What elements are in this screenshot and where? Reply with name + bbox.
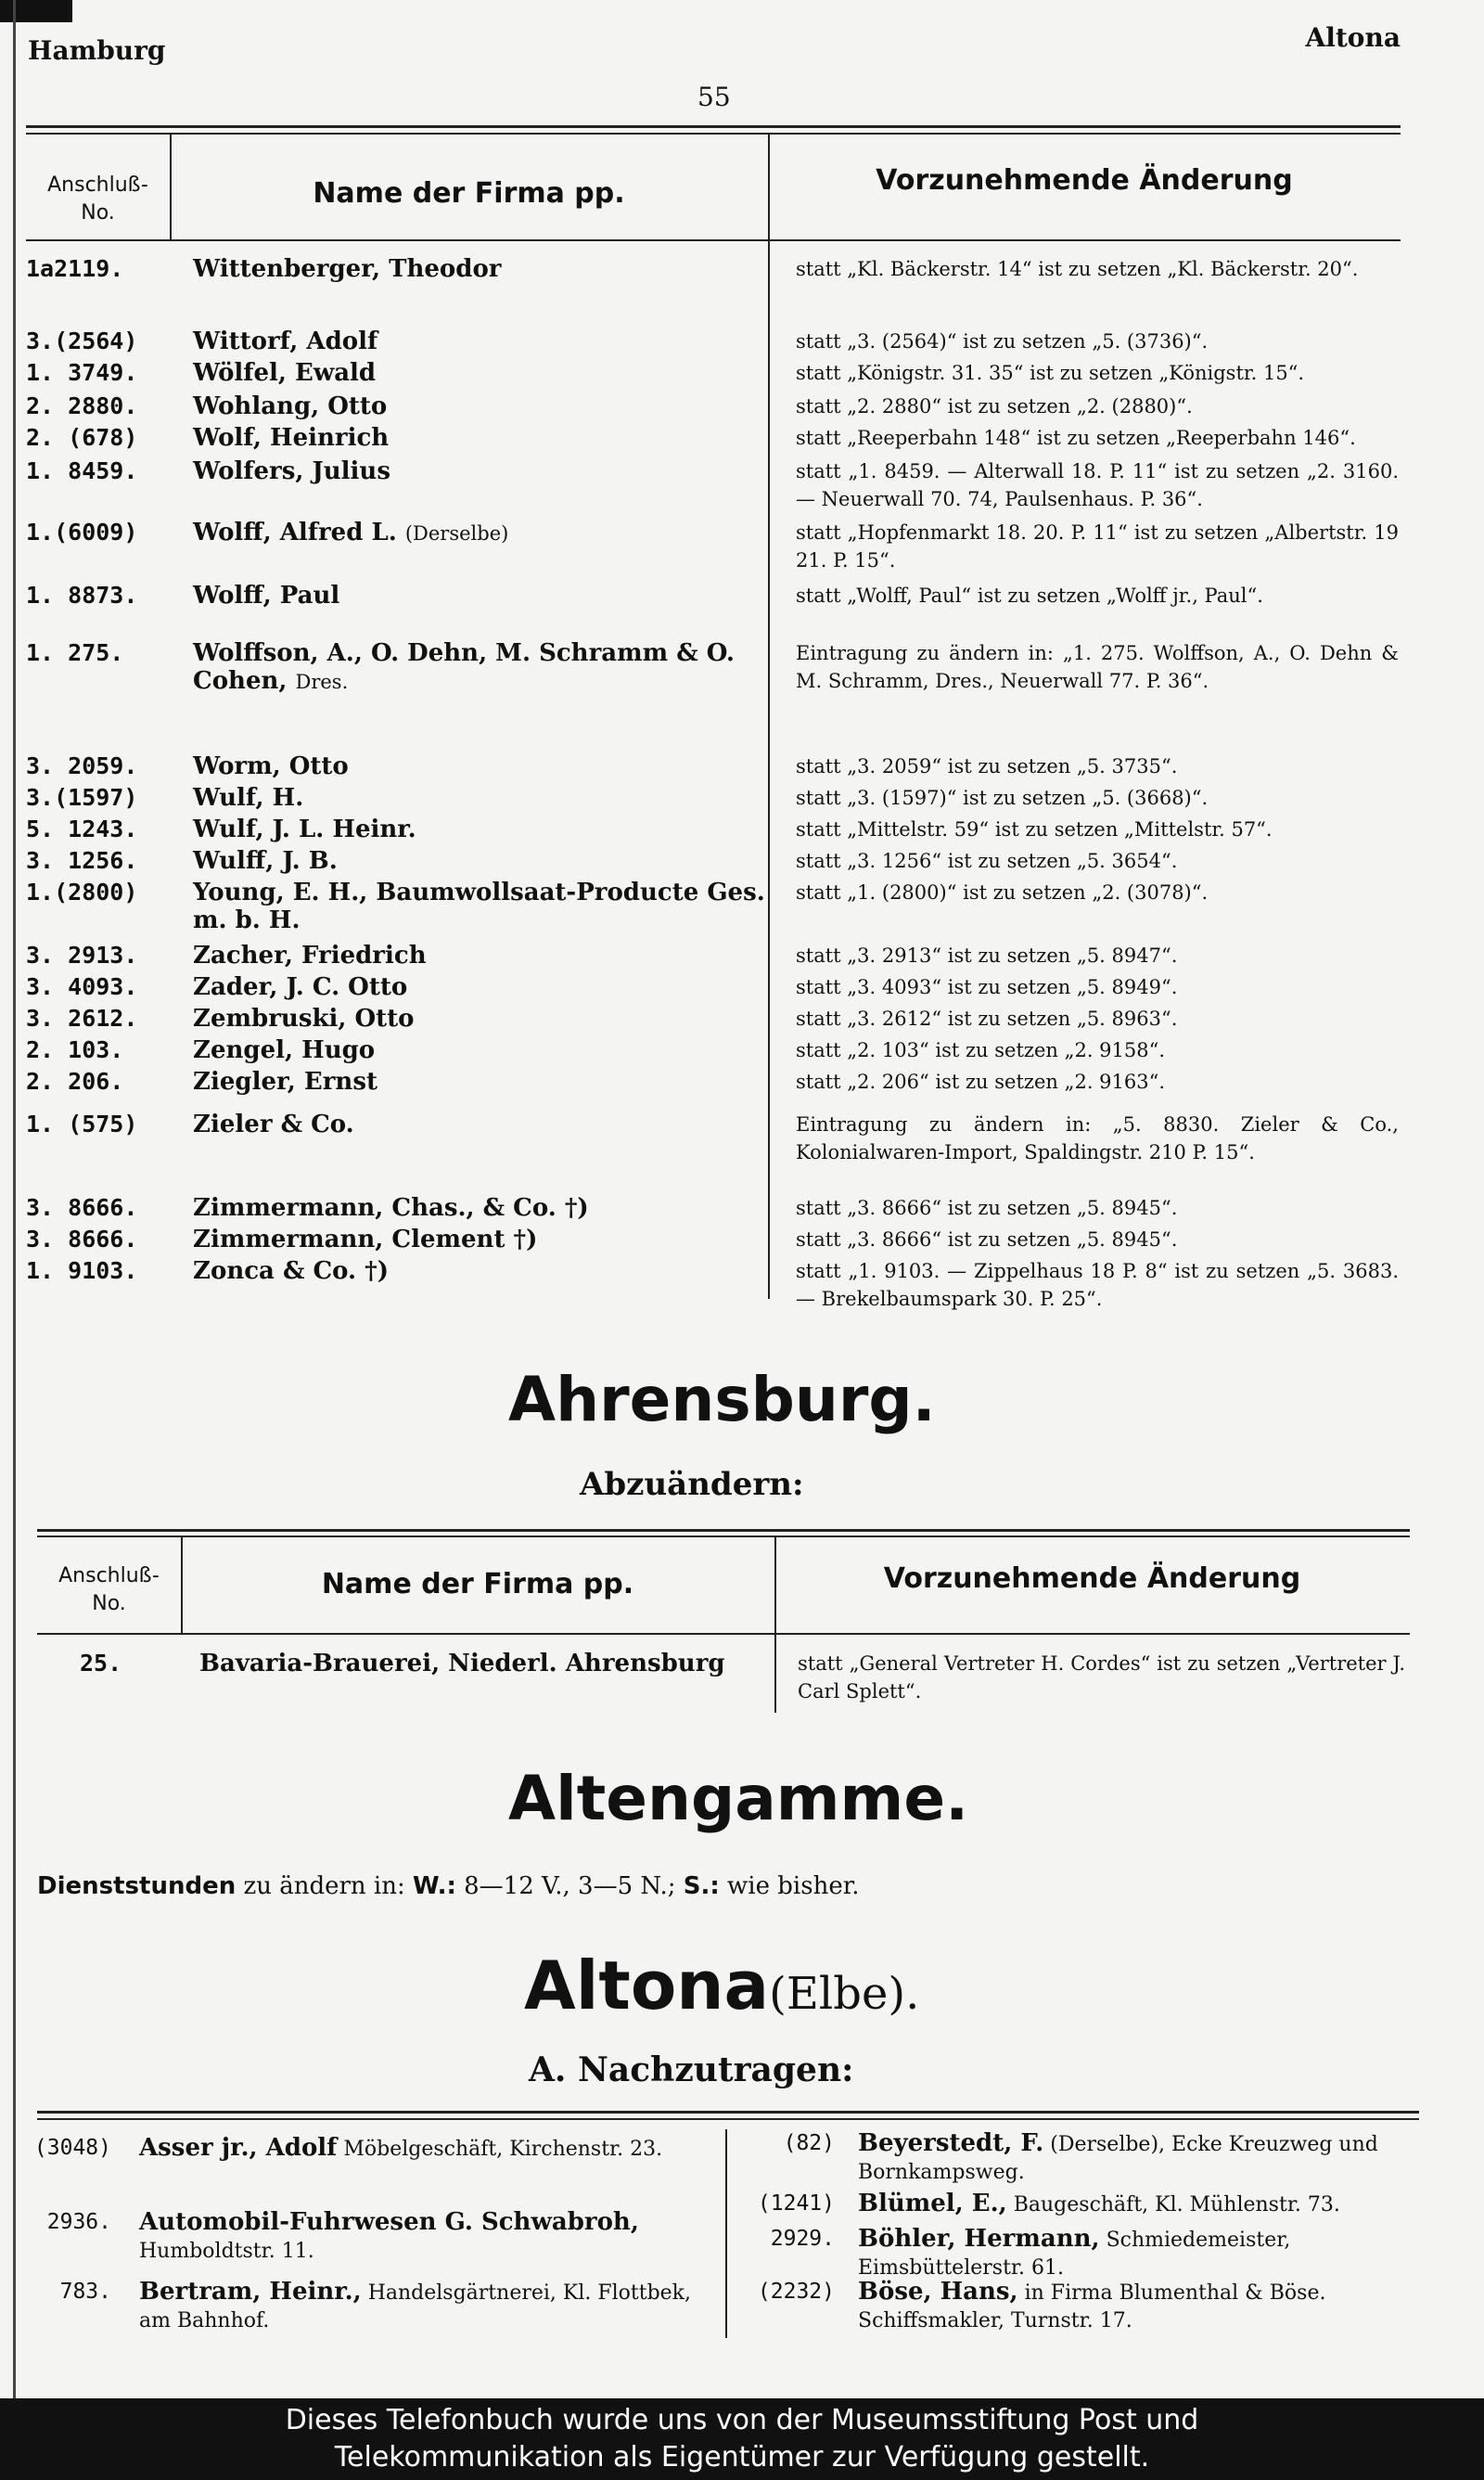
altona-title: Altona(Elbe). xyxy=(524,1947,920,2024)
row-change: statt „2. 206“ ist zu setzen „2. 9163“. xyxy=(796,1071,1166,1093)
row-change: statt „3. 8666“ ist zu setzen „5. 8945“. xyxy=(796,1228,1178,1251)
entry-number: (82) xyxy=(783,2131,835,2155)
firm-name: Zonca & Co. †) xyxy=(193,1257,390,1285)
header-city-left: Hamburg xyxy=(28,35,166,66)
row-number: 2. 206. xyxy=(26,1068,124,1095)
row-number: 5. 1243. xyxy=(26,816,138,842)
row-change: statt „Hopfenmarkt 18. 20. P. 11“ ist zu setzen „Albertstr. 19 21. P. 15“. xyxy=(796,521,1399,572)
entry-number: 2936. xyxy=(46,2210,111,2234)
row-change: statt „1. 9103. — Zippelhaus 18 P. 8“ ist zu setzen „5. 3683. — Brekelbaumspark 30. P. 25“. xyxy=(796,1260,1399,1310)
row-number: 1.(2800) xyxy=(26,879,138,906)
ahrensburg-table xyxy=(37,1529,1410,1710)
entry-detail: Schmiedemeister, Eimsbüttelerstr. 61. xyxy=(858,2229,1291,2280)
entry-detail: Handelsgärtnerei, Kl. Flottbek, am Bahnhof. xyxy=(139,2281,692,2332)
row-number: 1. 8459. xyxy=(26,457,138,484)
row-number: 1. 9103. xyxy=(26,1257,138,1284)
header-city-right: Altona xyxy=(1305,22,1401,53)
firm-name: Worm, Otto xyxy=(193,752,349,780)
row-firm xyxy=(193,1111,787,1138)
firm-name: Zimmermann, Chas., & Co. †) xyxy=(193,1194,589,1222)
ahrensburg-title: Ahrensburg. xyxy=(508,1364,936,1435)
row-change: statt „3. 2913“ ist zu setzen „5. 8947“. xyxy=(796,944,1178,967)
row-number: 3.(1597) xyxy=(26,784,138,811)
row-change: statt „2. 2880“ ist zu setzen „2. (2880)“. xyxy=(796,395,1193,418)
entry-text xyxy=(139,2278,705,2335)
row-change: statt „Kl. Bäckerstr. 14“ ist zu setzen „Kl. Bäckerstr. 20“. xyxy=(796,258,1359,280)
row-firm xyxy=(193,639,787,696)
entry-number: (1241) xyxy=(757,2191,835,2216)
entry-name: Automobil-Fuhrwesen G. Schwabroh, xyxy=(139,2208,639,2236)
row-firm xyxy=(193,1226,787,1253)
row-firm xyxy=(193,973,787,1001)
row-change: statt „3. 2059“ ist zu setzen „5. 3735“. xyxy=(796,755,1178,777)
row-number: 3. 2913. xyxy=(26,942,138,969)
row-firm xyxy=(193,424,787,452)
row-firm xyxy=(193,1068,787,1096)
firm-name: Wulf, H. xyxy=(193,784,304,812)
row-firm xyxy=(193,1257,787,1285)
footer-notice: Dieses Telefonbuch wurde uns von der Museumsstiftung Post und Telekommunikation als Eigentümer zur Verfügung gestellt. xyxy=(0,2398,1484,2480)
ahrensburg-header-change: Vorzunehmende Änderung xyxy=(883,1562,1301,1595)
firm-name: Wittenberger, Theodor xyxy=(193,255,502,283)
firm-name: Wittorf, Adolf xyxy=(193,328,378,355)
altengamme-dienststunden: Dienststunden zu ändern in: W.: 8—12 V., 3—5 N.; S.: wie bisher. xyxy=(37,1872,860,1900)
row-change: statt „3. (1597)“ ist zu setzen „5. (3668)“. xyxy=(796,787,1209,809)
firm-name: Zacher, Friedrich xyxy=(193,942,427,970)
row-number: 25. xyxy=(80,1650,122,1677)
firm-name: Wolfers, Julius xyxy=(193,457,390,485)
row-number: 2. (678) xyxy=(26,424,138,451)
entry-detail: in Firma Blumenthal & Böse. Schiffsmakler, Turnstr. 17. xyxy=(858,2281,1326,2332)
row-change: statt „3. 1256“ ist zu setzen „5. 3654“. xyxy=(796,850,1178,872)
row-firm xyxy=(193,816,787,843)
row-firm xyxy=(193,255,787,283)
row-number: 3. 2059. xyxy=(26,752,138,779)
row-change: statt „1. 8459. — Alterwall 18. P. 11“ ist zu setzen „2. 3160. — Neuerwall 70. 74, Paulsenhaus. P. 36“. xyxy=(796,460,1399,510)
row-firm xyxy=(193,942,787,970)
row-change: statt „3. 4093“ ist zu setzen „5. 8949“. xyxy=(796,976,1178,998)
firm-name: Wolffson, A., O. Dehn, M. Schramm & O. Cohen, xyxy=(193,639,735,695)
row-number: 1. 275. xyxy=(26,639,124,666)
row-firm xyxy=(193,519,787,547)
firm-name: Zimmermann, Clement †) xyxy=(193,1226,538,1253)
row-change: Eintragung zu ändern in: „1. 275. Wolffson, A., O. Dehn & M. Schramm, Dres., Neuerwall 77. P. 36“. xyxy=(796,642,1399,692)
row-change: statt „Mittelstr. 59“ ist zu setzen „Mittelstr. 57“. xyxy=(796,818,1273,841)
row-change: statt „3. 2612“ ist zu setzen „5. 8963“. xyxy=(796,1008,1178,1030)
entry-detail: Baugeschäft, Kl. Mühlenstr. 73. xyxy=(1013,2193,1340,2217)
row-number: 1.(6009) xyxy=(26,519,138,546)
page-edge xyxy=(13,0,16,2398)
row-change: statt „Wolff, Paul“ ist zu setzen „Wolff jr., Paul“. xyxy=(796,585,1263,607)
row-firm xyxy=(193,1036,787,1064)
firm-note: (Derselbe) xyxy=(404,522,509,545)
firm-name: Wohlang, Otto xyxy=(193,392,388,420)
entry-number: 2929. xyxy=(770,2227,835,2251)
entry-detail: (Derselbe), Ecke Kreuzweg und Bornkampsweg. xyxy=(858,2133,1378,2184)
entry-name: Beyerstedt, F. xyxy=(858,2129,1044,2157)
entry-name: Asser jr., Adolf xyxy=(139,2134,338,2162)
entry-name: Blümel, E., xyxy=(858,2190,1007,2217)
row-number: 3. 2612. xyxy=(26,1005,138,1032)
entry-number: (3048) xyxy=(33,2136,111,2160)
row-number: 3.(2564) xyxy=(26,328,138,354)
row-number: 1. 8873. xyxy=(26,582,138,609)
row-number: 1. (575) xyxy=(26,1111,138,1137)
entry-detail: Humboldtstr. 11. xyxy=(139,2240,314,2263)
entry-name: Böse, Hans, xyxy=(858,2278,1018,2306)
ahrensburg-header-anschluss: Anschluß- No. xyxy=(58,1564,160,1615)
row-change: statt „1. (2800)“ ist zu setzen „2. (3078)“. xyxy=(796,881,1209,904)
entry-name: Bertram, Heinr., xyxy=(139,2278,362,2306)
row-firm xyxy=(193,879,787,934)
row-number: 3. 8666. xyxy=(26,1194,138,1221)
row-number: 3. 1256. xyxy=(26,847,138,874)
row-firm xyxy=(193,359,787,387)
page-number: 55 xyxy=(697,82,731,112)
row-change: statt „Reeperbahn 148“ ist zu setzen „Reeperbahn 146“. xyxy=(796,427,1356,449)
firm-name: Zembruski, Otto xyxy=(193,1005,415,1033)
entry-text xyxy=(858,2278,1419,2335)
row-firm xyxy=(193,457,787,485)
row-firm: Bavaria-Brauerei, Niederl. Ahrensburg xyxy=(199,1650,725,1677)
row-change: statt „2. 103“ ist zu setzen „2. 9158“. xyxy=(796,1039,1166,1061)
row-number: 1. 3749. xyxy=(26,359,138,386)
row-firm xyxy=(193,582,787,610)
entry-name: Böhler, Hermann, xyxy=(858,2225,1100,2253)
altona-subtitle: A. Nachzutragen: xyxy=(529,2050,854,2089)
firm-name: Wulf, J. L. Heinr. xyxy=(193,816,416,843)
row-number: 3. 4093. xyxy=(26,973,138,1000)
row-number: 3. 8666. xyxy=(26,1226,138,1253)
row-change: statt „3. (2564)“ ist zu setzen „5. (3736)“. xyxy=(796,330,1209,353)
row-firm xyxy=(193,392,787,420)
entry-detail: Möbelgeschäft, Kirchenstr. 23. xyxy=(343,2138,663,2161)
firm-name: Wulff, J. B. xyxy=(193,847,338,875)
firm-name: Wolff, Alfred L. xyxy=(193,519,397,546)
entry-number: 783. xyxy=(59,2280,111,2304)
header-change: Vorzunehmende Änderung xyxy=(876,164,1293,197)
header-firm: Name der Firma pp. xyxy=(313,177,625,210)
entry-number: (2232) xyxy=(757,2280,835,2304)
firm-name: Wölfel, Ewald xyxy=(193,359,377,387)
firm-name: Wolff, Paul xyxy=(193,582,340,610)
row-number: 2. 2880. xyxy=(26,392,138,419)
firm-name: Zieler & Co. xyxy=(193,1111,354,1138)
altengamme-title: Altengamme. xyxy=(508,1763,969,1834)
entry-text xyxy=(858,2129,1419,2187)
firm-note: Dres. xyxy=(295,671,349,693)
row-change: statt „Königstr. 31. 35“ ist zu setzen „Königstr. 15“. xyxy=(796,362,1305,384)
entry-text xyxy=(858,2190,1419,2219)
row-firm xyxy=(193,752,787,780)
altona-column-divider xyxy=(725,2129,727,2338)
ahrensburg-subtitle: Abzuändern: xyxy=(580,1466,804,1503)
row-change: Eintragung zu ändern in: „5. 8830. Zieler & Co., Kolonialwaren-Import, Spaldingstr. 210 P. 15“. xyxy=(796,1113,1399,1163)
row-number: 2. 103. xyxy=(26,1036,124,1063)
row-firm xyxy=(193,1194,787,1222)
row-change: statt „General Vertreter H. Cordes“ ist zu setzen „Vertreter J. Carl Splett“. xyxy=(798,1652,1405,1703)
firm-name: Zader, J. C. Otto xyxy=(193,973,408,1001)
row-number: 1a2119. xyxy=(26,255,124,282)
hamburg-table xyxy=(26,125,1401,1310)
firm-name: Ziegler, Ernst xyxy=(193,1068,377,1096)
row-firm xyxy=(193,328,787,355)
altona-rule-bottom xyxy=(37,2118,1419,2120)
entry-text xyxy=(139,2134,705,2164)
entry-text xyxy=(139,2208,705,2266)
row-change: statt „3. 8666“ ist zu setzen „5. 8945“. xyxy=(796,1197,1178,1219)
row-firm xyxy=(193,1005,787,1033)
header-anschluss: Anschluß- No. xyxy=(47,173,148,225)
ahrensburg-header-firm: Name der Firma pp. xyxy=(321,1568,634,1600)
firm-name: Zengel, Hugo xyxy=(193,1036,376,1064)
row-firm xyxy=(193,784,787,812)
firm-name: Wolf, Heinrich xyxy=(193,424,390,452)
altona-rule-top xyxy=(37,2111,1419,2114)
firm-name: Young, E. H., Baumwollsaat-Producte Ges. m. b. H. xyxy=(193,879,765,934)
row-firm xyxy=(193,847,787,875)
entry-text xyxy=(858,2225,1419,2282)
corner-mark xyxy=(0,0,72,22)
